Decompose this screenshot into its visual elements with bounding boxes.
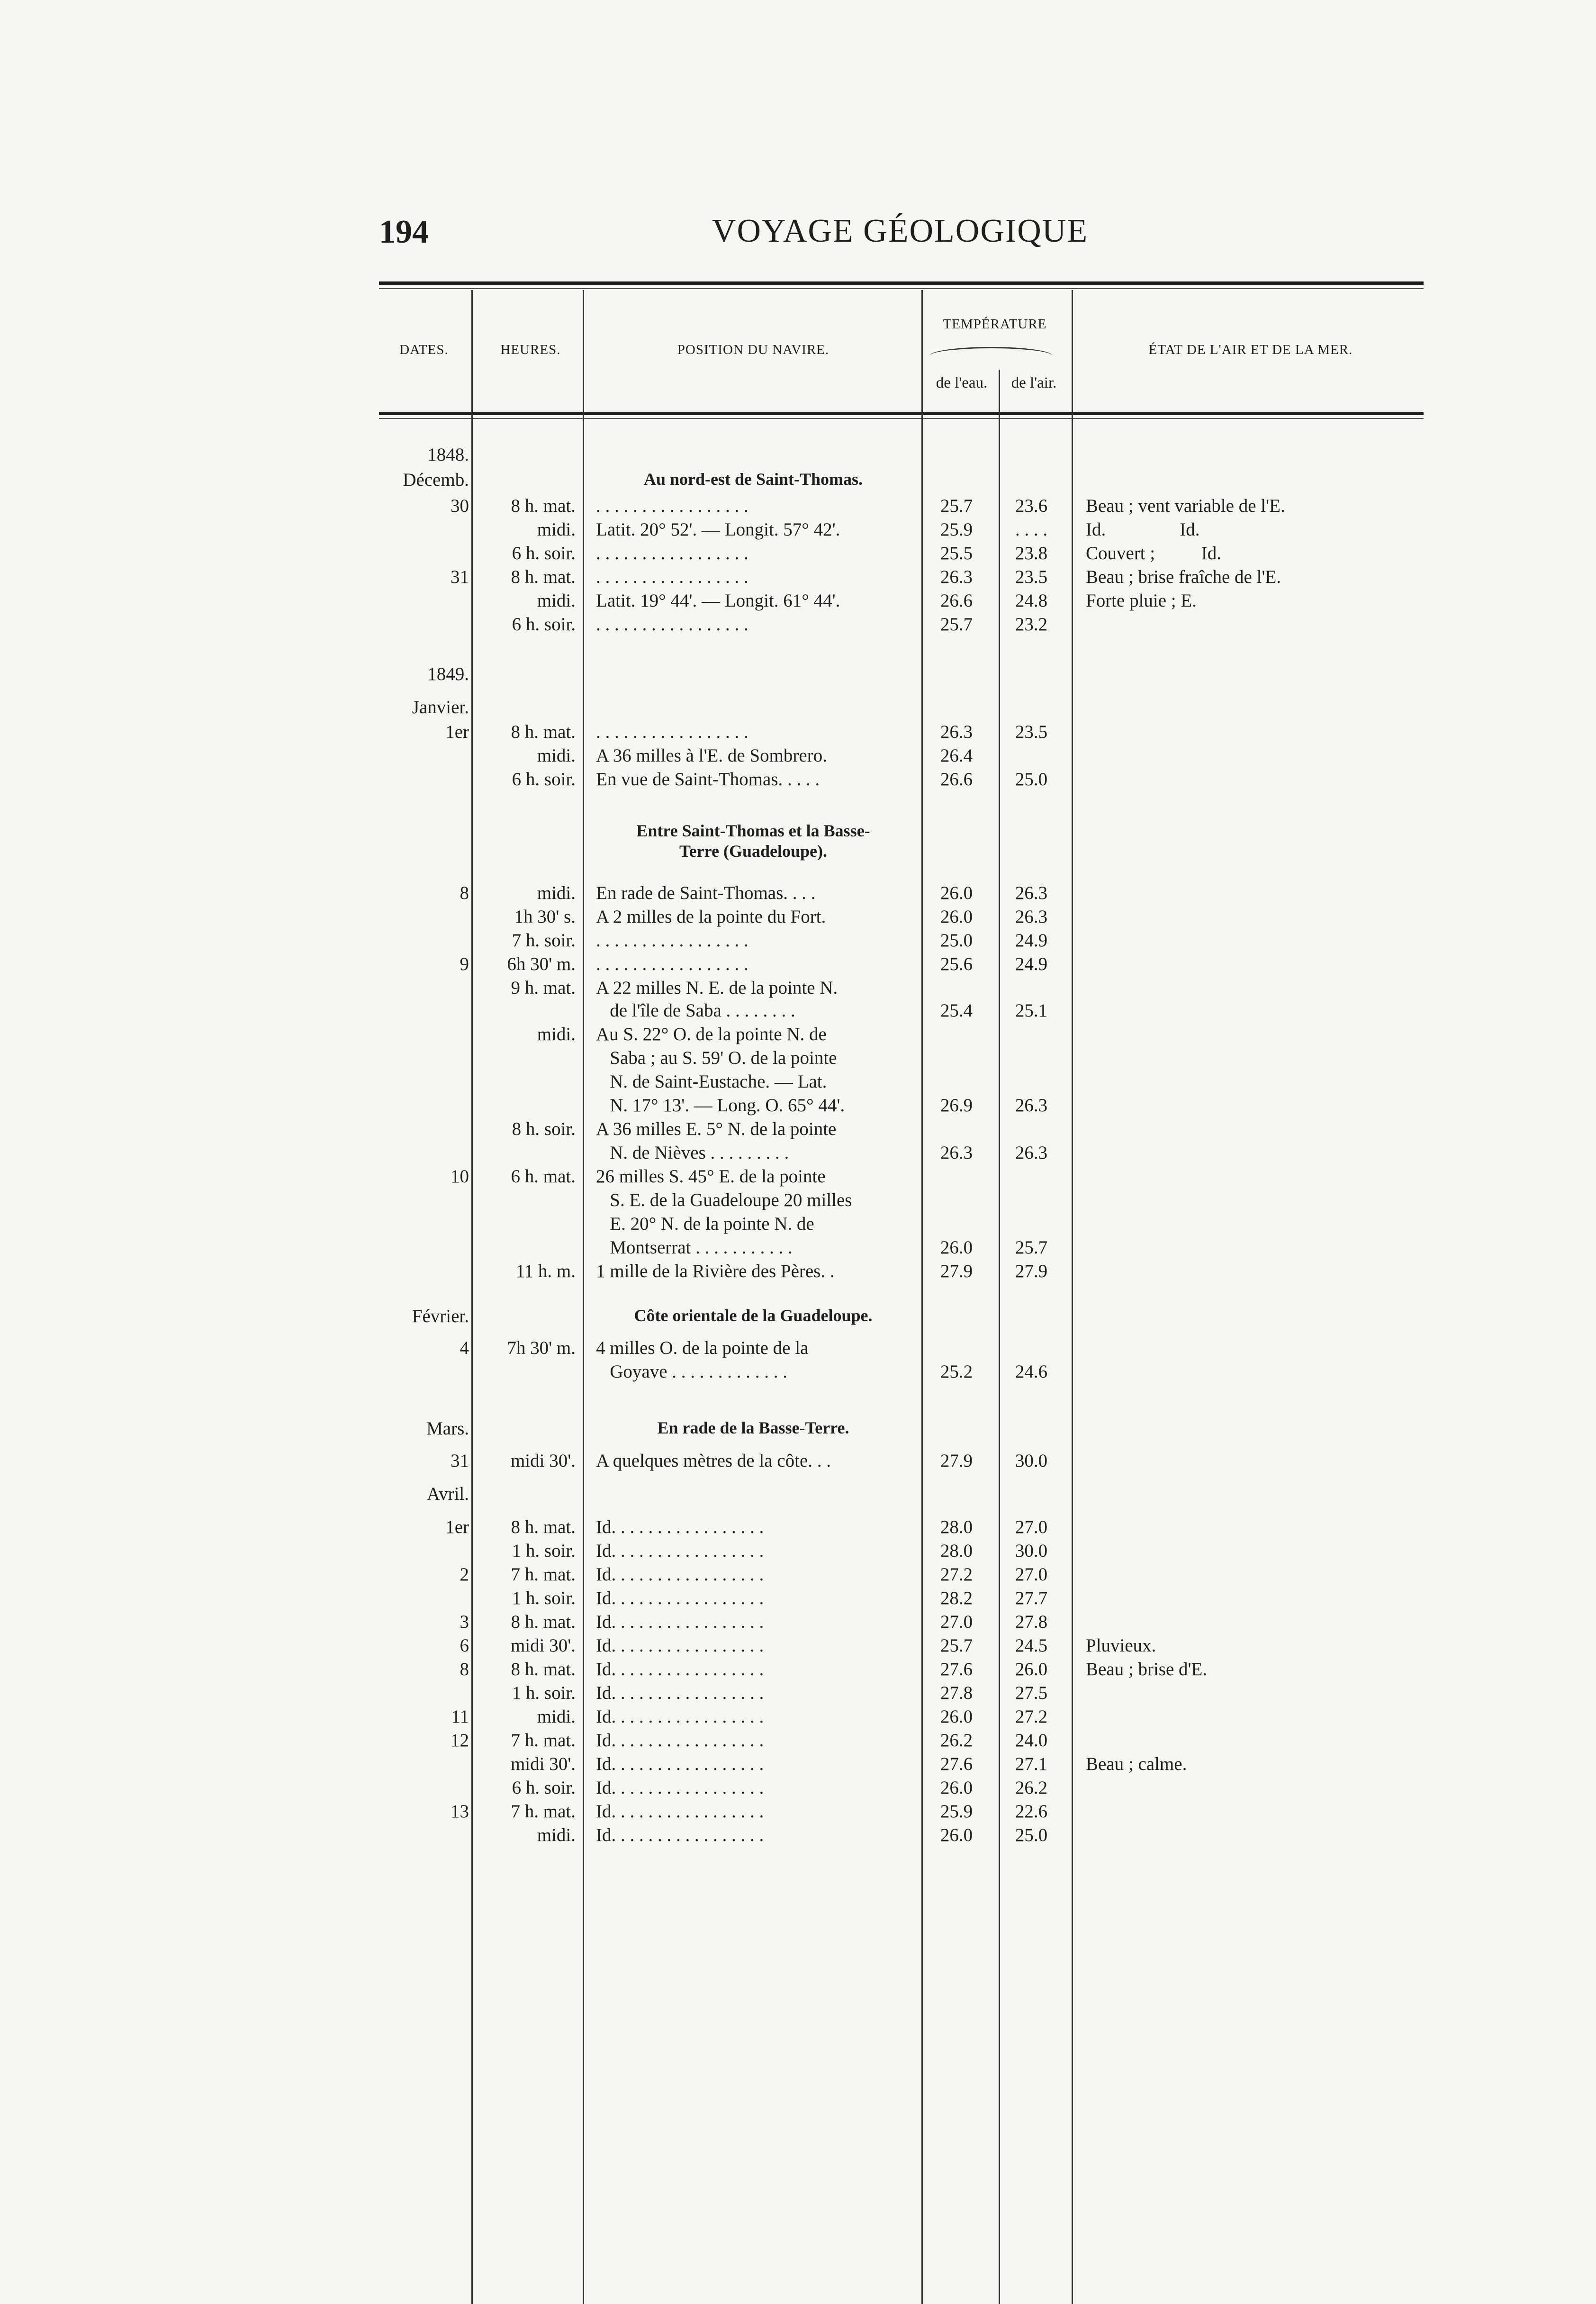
row-position: En vue de Saint-Thomas. . . . . bbox=[596, 769, 820, 789]
row-temp-air: 24.9 bbox=[1015, 930, 1048, 951]
row-date: 9 bbox=[460, 954, 469, 974]
header-position: POSITION DU NAVIRE. bbox=[677, 342, 830, 357]
row-position: Id. . . . . . . . . . . . . . . . . bbox=[596, 1541, 764, 1561]
row-temp-air: 24.9 bbox=[1015, 954, 1048, 974]
row-temp-air: 25.0 bbox=[1015, 769, 1048, 789]
row-date: 13 bbox=[451, 1801, 469, 1822]
row-date: Février. bbox=[412, 1306, 469, 1326]
row-temp-eau: 25.7 bbox=[940, 614, 973, 635]
temperature-brace bbox=[929, 347, 1053, 356]
row-hour: 8 h. mat. bbox=[511, 1659, 576, 1679]
row-date: 1849. bbox=[427, 664, 469, 684]
divider-position bbox=[921, 290, 923, 2304]
running-title: VOYAGE GÉOLOGIQUE bbox=[712, 213, 1089, 249]
row-temp-eau: 27.6 bbox=[940, 1659, 973, 1679]
row-hour: midi. bbox=[537, 745, 576, 766]
header-dates: DATES. bbox=[399, 342, 449, 357]
row-etat: Beau ; brise fraîche de l'E. bbox=[1086, 567, 1281, 587]
row-position: En rade de Saint-Thomas. . . . bbox=[596, 883, 816, 903]
divider-heures bbox=[583, 290, 584, 2304]
row-temp-air: 27.0 bbox=[1015, 1517, 1048, 1537]
row-date: 11 bbox=[451, 1706, 469, 1727]
row-temp-eau: 25.4 bbox=[940, 1000, 973, 1021]
row-temp-air: 30.0 bbox=[1015, 1451, 1048, 1471]
row-position: Id. . . . . . . . . . . . . . . . . bbox=[596, 1778, 764, 1798]
row-position: Saba ; au S. 59' O. de la pointe bbox=[596, 1048, 837, 1068]
row-hour: midi 30'. bbox=[510, 1635, 576, 1656]
row-date: Mars. bbox=[426, 1418, 469, 1439]
row-temp-air: 27.0 bbox=[1015, 1564, 1048, 1585]
header-temp-air: de l'air. bbox=[1011, 374, 1057, 391]
row-hour: 7 h. soir. bbox=[512, 930, 576, 951]
row-temp-air: 27.9 bbox=[1015, 1261, 1048, 1281]
row-temp-eau: 26.3 bbox=[940, 567, 973, 587]
row-temp-eau: 27.6 bbox=[940, 1754, 973, 1774]
top-rule bbox=[379, 281, 1424, 285]
row-position: . . . . . . . . . . . . . . . . . bbox=[596, 930, 748, 951]
row-temp-eau: 27.9 bbox=[940, 1261, 973, 1281]
divider-temperature bbox=[1072, 290, 1073, 2304]
row-hour: 6 h. soir. bbox=[512, 543, 576, 563]
row-temp-air: 26.3 bbox=[1015, 1143, 1048, 1163]
row-position: A 22 milles N. E. de la pointe N. bbox=[596, 978, 838, 998]
row-position: S. E. de la Guadeloupe 20 milles bbox=[596, 1190, 852, 1210]
row-temp-air: 23.6 bbox=[1015, 496, 1048, 516]
row-hour: 6 h. soir. bbox=[512, 614, 576, 635]
row-hour: 8 h. mat. bbox=[511, 1517, 576, 1537]
row-hour: 7h 30' m. bbox=[507, 1338, 576, 1358]
row-hour: midi. bbox=[537, 883, 576, 903]
row-temp-eau: 26.6 bbox=[940, 769, 973, 789]
row-temp-eau: 26.0 bbox=[940, 1778, 973, 1798]
header-rule bbox=[379, 412, 1424, 415]
row-temp-eau: 28.0 bbox=[940, 1517, 973, 1537]
divider-temperatures bbox=[999, 370, 1000, 2304]
row-temp-eau: 26.9 bbox=[940, 1095, 973, 1116]
row-temp-eau: 25.9 bbox=[940, 1801, 973, 1822]
row-hour: 1 h. soir. bbox=[512, 1541, 576, 1561]
row-temp-eau: 26.2 bbox=[940, 1730, 973, 1751]
row-hour: 9 h. mat. bbox=[511, 978, 576, 998]
row-etat: Beau ; brise d'E. bbox=[1086, 1659, 1208, 1679]
row-position: . . . . . . . . . . . . . . . . . bbox=[596, 954, 748, 974]
row-hour: 1 h. soir. bbox=[512, 1588, 576, 1608]
section-heading: Côte orientale de la Guadeloupe. bbox=[634, 1306, 873, 1325]
row-position: . . . . . . . . . . . . . . . . . bbox=[596, 722, 748, 742]
row-temp-eau: 28.0 bbox=[940, 1541, 973, 1561]
row-date: 31 bbox=[451, 567, 469, 587]
row-etat: Beau ; vent variable de l'E. bbox=[1086, 496, 1285, 516]
row-temp-eau: 26.0 bbox=[940, 883, 973, 903]
row-hour: 6h 30' m. bbox=[507, 954, 576, 974]
row-position: Id. . . . . . . . . . . . . . . . . bbox=[596, 1801, 764, 1822]
row-temp-air: 26.3 bbox=[1015, 883, 1048, 903]
row-temp-eau: 28.2 bbox=[940, 1588, 973, 1608]
row-temp-eau: 26.3 bbox=[940, 1143, 973, 1163]
row-temp-eau: 26.3 bbox=[940, 722, 973, 742]
row-temp-eau: 27.9 bbox=[940, 1451, 973, 1471]
row-position: Id. . . . . . . . . . . . . . . . . bbox=[596, 1683, 764, 1703]
row-date: 31 bbox=[451, 1451, 469, 1471]
row-temp-eau: 26.6 bbox=[940, 590, 973, 611]
row-hour: 8 h. mat. bbox=[511, 722, 576, 742]
row-position: E. 20° N. de la pointe N. de bbox=[596, 1214, 814, 1234]
row-hour: 1 h. soir. bbox=[512, 1683, 576, 1703]
row-position: . . . . . . . . . . . . . . . . . bbox=[596, 543, 748, 563]
row-position: . . . . . . . . . . . . . . . . . bbox=[596, 567, 748, 587]
row-temp-air: 26.3 bbox=[1015, 907, 1048, 927]
row-temp-eau: 25.5 bbox=[940, 543, 973, 563]
row-position: Au S. 22° O. de la pointe N. de bbox=[596, 1024, 827, 1044]
row-temp-air: 24.5 bbox=[1015, 1635, 1048, 1656]
row-date: 1848. bbox=[427, 444, 469, 465]
header-temperature: TEMPÉRATURE bbox=[943, 317, 1047, 332]
row-temp-eau: 25.2 bbox=[940, 1361, 973, 1382]
row-etat: Couvert ; Id. bbox=[1086, 543, 1221, 563]
row-position: Id. . . . . . . . . . . . . . . . . bbox=[596, 1754, 764, 1774]
row-temp-air: 23.5 bbox=[1015, 722, 1048, 742]
row-hour: 7 h. mat. bbox=[511, 1730, 576, 1751]
row-position: A 36 milles à l'E. de Sombrero. bbox=[596, 745, 827, 766]
top-rule-thin bbox=[379, 288, 1424, 289]
section-heading: Entre Saint-Thomas et la Basse- bbox=[636, 821, 870, 840]
row-temp-air: 22.6 bbox=[1015, 1801, 1048, 1822]
row-date: 6 bbox=[460, 1635, 469, 1656]
row-position: 4 milles O. de la pointe de la bbox=[596, 1338, 809, 1358]
header-temp-eau: de l'eau. bbox=[936, 374, 988, 391]
row-position: 26 milles S. 45° E. de la pointe bbox=[596, 1166, 826, 1187]
row-temp-air: 27.8 bbox=[1015, 1612, 1048, 1632]
row-position: N. de Saint-Eustache. — Lat. bbox=[596, 1071, 827, 1092]
row-temp-air: 25.7 bbox=[1015, 1237, 1048, 1258]
row-etat: Pluvieux. bbox=[1086, 1635, 1156, 1656]
row-position: Id. . . . . . . . . . . . . . . . . bbox=[596, 1706, 764, 1727]
row-position: Montserrat . . . . . . . . . . . bbox=[596, 1237, 793, 1258]
row-temp-air: 23.5 bbox=[1015, 567, 1048, 587]
row-hour: 8 h. mat. bbox=[511, 496, 576, 516]
row-position: Id. . . . . . . . . . . . . . . . . bbox=[596, 1612, 764, 1632]
row-position: . . . . . . . . . . . . . . . . . bbox=[596, 496, 748, 516]
row-temp-eau: 27.2 bbox=[940, 1564, 973, 1585]
row-temp-air: 24.6 bbox=[1015, 1361, 1048, 1382]
row-temp-air: 25.1 bbox=[1015, 1000, 1048, 1021]
row-position: Latit. 19° 44'. — Longit. 61° 44'. bbox=[596, 590, 840, 611]
row-position: Id. . . . . . . . . . . . . . . . . bbox=[596, 1564, 764, 1585]
row-date: 12 bbox=[451, 1730, 469, 1751]
row-temp-eau: 25.7 bbox=[940, 1635, 973, 1656]
row-position: A quelques mètres de la côte. . . bbox=[596, 1451, 831, 1471]
row-temp-air: 30.0 bbox=[1015, 1541, 1048, 1561]
row-position: Latit. 20° 52'. — Longit. 57° 42'. bbox=[596, 519, 840, 540]
row-temp-eau: 26.0 bbox=[940, 1237, 973, 1258]
row-hour: 11 h. m. bbox=[515, 1261, 576, 1281]
row-date: 2 bbox=[460, 1564, 469, 1585]
row-date: Avril. bbox=[426, 1484, 469, 1504]
row-position: . . . . . . . . . . . . . . . . . bbox=[596, 614, 748, 635]
row-temp-air: 26.0 bbox=[1015, 1659, 1048, 1679]
row-position: Goyave . . . . . . . . . . . . . bbox=[596, 1361, 788, 1382]
row-position: Id. . . . . . . . . . . . . . . . . bbox=[596, 1659, 764, 1679]
row-temp-eau: 26.0 bbox=[940, 1706, 973, 1727]
row-hour: 6 h. soir. bbox=[512, 1778, 576, 1798]
header-etat: ÉTAT DE L'AIR ET DE LA MER. bbox=[1148, 342, 1353, 357]
row-position: Id. . . . . . . . . . . . . . . . . bbox=[596, 1517, 764, 1537]
row-hour: midi 30'. bbox=[510, 1754, 576, 1774]
row-temp-eau: 26.4 bbox=[940, 745, 973, 766]
row-etat: Forte pluie ; E. bbox=[1086, 590, 1197, 611]
row-date: 8 bbox=[460, 1659, 469, 1679]
row-temp-air: 23.2 bbox=[1015, 614, 1048, 635]
row-hour: midi. bbox=[537, 1024, 576, 1044]
row-temp-air: 24.8 bbox=[1015, 590, 1048, 611]
row-hour: 6 h. soir. bbox=[512, 769, 576, 789]
row-date: Janvier. bbox=[412, 697, 469, 717]
row-etat: Beau ; calme. bbox=[1086, 1754, 1187, 1774]
header-heures: HEURES. bbox=[500, 342, 561, 357]
row-date: 8 bbox=[460, 883, 469, 903]
row-hour: 6 h. mat. bbox=[511, 1166, 576, 1187]
row-temp-air: 27.1 bbox=[1015, 1754, 1048, 1774]
row-position: Id. . . . . . . . . . . . . . . . . bbox=[596, 1825, 764, 1845]
row-hour: midi. bbox=[537, 519, 576, 540]
row-hour: 1h 30' s. bbox=[514, 907, 576, 927]
divider-dates bbox=[471, 290, 473, 2304]
row-hour: 7 h. mat. bbox=[511, 1801, 576, 1822]
row-position: Id. . . . . . . . . . . . . . . . . bbox=[596, 1588, 764, 1608]
row-temp-eau: 25.7 bbox=[940, 496, 973, 516]
row-date: 1er bbox=[445, 1517, 469, 1537]
row-position: Id. . . . . . . . . . . . . . . . . bbox=[596, 1635, 764, 1656]
row-etat: Id. Id. bbox=[1086, 519, 1200, 540]
header-rule-thin bbox=[379, 418, 1424, 419]
page-number: 194 bbox=[379, 214, 429, 250]
row-position: A 36 milles E. 5° N. de la pointe bbox=[596, 1119, 837, 1139]
row-hour: 8 h. mat. bbox=[511, 1612, 576, 1632]
row-position: N. 17° 13'. — Long. O. 65° 44'. bbox=[596, 1095, 845, 1116]
row-hour: midi. bbox=[537, 1825, 576, 1845]
row-temp-eau: 27.0 bbox=[940, 1612, 973, 1632]
row-temp-air: 24.0 bbox=[1015, 1730, 1048, 1751]
row-position: Id. . . . . . . . . . . . . . . . . bbox=[596, 1730, 764, 1751]
row-date: 3 bbox=[460, 1612, 469, 1632]
row-temp-air: 26.3 bbox=[1015, 1095, 1048, 1116]
row-temp-air: 27.5 bbox=[1015, 1683, 1048, 1703]
row-hour: 7 h. mat. bbox=[511, 1564, 576, 1585]
row-temp-eau: 26.0 bbox=[940, 1825, 973, 1845]
row-date: 4 bbox=[460, 1338, 469, 1358]
row-temp-eau: 26.0 bbox=[940, 907, 973, 927]
row-date: Décemb. bbox=[403, 470, 469, 490]
row-temp-air: 26.2 bbox=[1015, 1778, 1048, 1798]
row-hour: midi. bbox=[537, 1706, 576, 1727]
row-temp-air: . . . . bbox=[1015, 519, 1048, 540]
row-temp-air: 25.0 bbox=[1015, 1825, 1048, 1845]
section-heading: En rade de la Basse-Terre. bbox=[657, 1418, 849, 1437]
row-date: 1er bbox=[445, 722, 469, 742]
row-temp-air: 27.7 bbox=[1015, 1588, 1048, 1608]
row-temp-eau: 25.9 bbox=[940, 519, 973, 540]
row-hour: midi. bbox=[537, 590, 576, 611]
row-temp-air: 27.2 bbox=[1015, 1706, 1048, 1727]
row-temp-air: 23.8 bbox=[1015, 543, 1048, 563]
row-position: N. de Nièves . . . . . . . . . bbox=[596, 1143, 789, 1163]
row-hour: midi 30'. bbox=[510, 1451, 576, 1471]
row-hour: 8 h. mat. bbox=[511, 567, 576, 587]
row-temp-eau: 27.8 bbox=[940, 1683, 973, 1703]
row-position: de l'île de Saba . . . . . . . . bbox=[596, 1000, 795, 1021]
row-temp-eau: 25.6 bbox=[940, 954, 973, 974]
section-heading: Terre (Guadeloupe). bbox=[679, 842, 827, 861]
row-date: 10 bbox=[451, 1166, 469, 1187]
row-position: A 2 milles de la pointe du Fort. bbox=[596, 907, 826, 927]
row-hour: 8 h. soir. bbox=[512, 1119, 576, 1139]
row-position: 1 mille de la Rivière des Pères. . bbox=[596, 1261, 835, 1281]
row-temp-eau: 25.0 bbox=[940, 930, 973, 951]
row-date: 30 bbox=[451, 496, 469, 516]
section-heading: Au nord-est de Saint-Thomas. bbox=[643, 470, 863, 489]
